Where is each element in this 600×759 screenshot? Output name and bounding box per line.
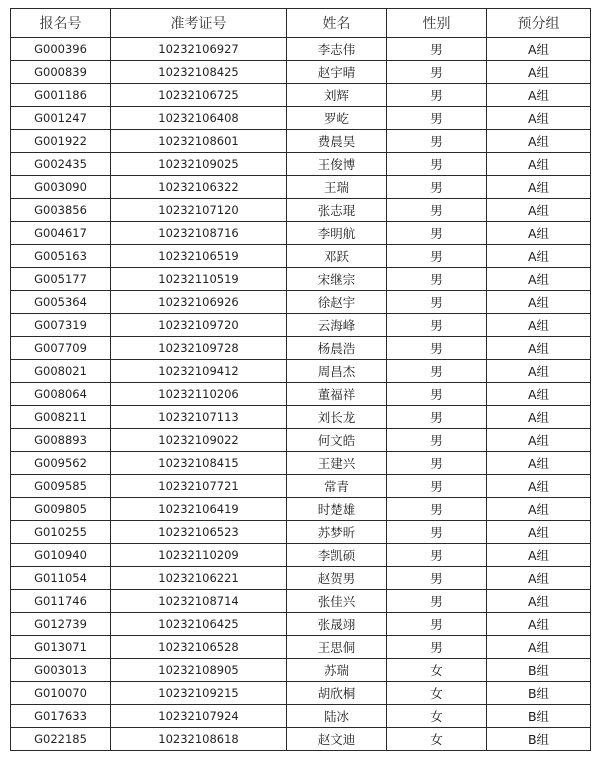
registration-number-cell: G009562 xyxy=(11,452,111,475)
table-row xyxy=(11,153,591,176)
gender-cell: 男 xyxy=(387,383,487,406)
registration-number-cell: G022185 xyxy=(11,728,111,751)
admission-ticket-cell: 10232106425 xyxy=(111,613,287,636)
pre-group-cell: B组 xyxy=(487,659,591,682)
admission-ticket-cell: 10232106221 xyxy=(111,567,287,590)
table-row xyxy=(11,567,591,590)
pre-group-cell: A组 xyxy=(487,176,591,199)
pre-group-cell: B组 xyxy=(487,705,591,728)
table-row xyxy=(11,268,591,291)
table-row xyxy=(11,682,591,705)
admission-ticket-cell: 10232107924 xyxy=(111,705,287,728)
pre-group-cell: A组 xyxy=(487,636,591,659)
name-cell: 周昌杰 xyxy=(287,360,387,383)
table-row xyxy=(11,475,591,498)
pre-group-cell: A组 xyxy=(487,590,591,613)
gender-cell: 男 xyxy=(387,222,487,245)
table-body xyxy=(11,38,591,751)
gender-cell: 男 xyxy=(387,590,487,613)
name-cell: 常青 xyxy=(287,475,387,498)
name-cell: 赵宇晴 xyxy=(287,61,387,84)
name-cell: 李明航 xyxy=(287,222,387,245)
table-row xyxy=(11,452,591,475)
name-cell: 罗屹 xyxy=(287,107,387,130)
pre-group-cell: A组 xyxy=(487,153,591,176)
header-row xyxy=(11,9,591,38)
admission-ticket-cell: 10232110206 xyxy=(111,383,287,406)
registration-number-cell: G005177 xyxy=(11,268,111,291)
admission-ticket-cell: 10232106419 xyxy=(111,498,287,521)
admission-ticket-cell: 10232108601 xyxy=(111,130,287,153)
name-cell: 赵文迪 xyxy=(287,728,387,751)
pre-group-cell: A组 xyxy=(487,429,591,452)
gender-cell: 男 xyxy=(387,314,487,337)
table-row xyxy=(11,728,591,751)
registration-number-cell: G003856 xyxy=(11,199,111,222)
registration-number-cell: G013071 xyxy=(11,636,111,659)
name-cell: 苏梦昕 xyxy=(287,521,387,544)
admission-ticket-cell: 10232107120 xyxy=(111,199,287,222)
registration-number-cell: G000839 xyxy=(11,61,111,84)
gender-cell: 男 xyxy=(387,245,487,268)
admission-ticket-cell: 10232108425 xyxy=(111,61,287,84)
registration-number-cell: G017633 xyxy=(11,705,111,728)
gender-cell: 男 xyxy=(387,521,487,544)
gender-cell: 男 xyxy=(387,636,487,659)
roster-sheet xyxy=(10,8,590,751)
table-row xyxy=(11,498,591,521)
pre-group-cell: A组 xyxy=(487,84,591,107)
table-row xyxy=(11,705,591,728)
admission-ticket-cell: 10232109022 xyxy=(111,429,287,452)
name-cell: 邓跃 xyxy=(287,245,387,268)
admission-ticket-cell: 10232109025 xyxy=(111,153,287,176)
table-row xyxy=(11,659,591,682)
name-cell: 董福祥 xyxy=(287,383,387,406)
table-row xyxy=(11,38,591,61)
gender-cell: 男 xyxy=(387,567,487,590)
roster-table xyxy=(10,8,591,751)
gender-cell: 女 xyxy=(387,682,487,705)
name-cell: 王瑞 xyxy=(287,176,387,199)
admission-ticket-cell: 10232106523 xyxy=(111,521,287,544)
table-row xyxy=(11,245,591,268)
table-row xyxy=(11,613,591,636)
admission-ticket-cell: 10232108618 xyxy=(111,728,287,751)
admission-ticket-cell: 10232109412 xyxy=(111,360,287,383)
gender-cell: 男 xyxy=(387,107,487,130)
name-cell: 张晟翊 xyxy=(287,613,387,636)
name-cell: 李志伟 xyxy=(287,38,387,61)
admission-ticket-cell: 10232106322 xyxy=(111,176,287,199)
gender-cell: 男 xyxy=(387,130,487,153)
name-cell: 王思侗 xyxy=(287,636,387,659)
gender-cell: 男 xyxy=(387,406,487,429)
pre-group-cell: A组 xyxy=(487,452,591,475)
table-row xyxy=(11,521,591,544)
table-row xyxy=(11,176,591,199)
pre-group-cell: A组 xyxy=(487,245,591,268)
pre-group-cell: A组 xyxy=(487,337,591,360)
registration-number-cell: G011054 xyxy=(11,567,111,590)
gender-cell: 男 xyxy=(387,475,487,498)
gender-cell: 男 xyxy=(387,544,487,567)
name-cell: 刘长龙 xyxy=(287,406,387,429)
pre-group-cell: A组 xyxy=(487,544,591,567)
pre-group-cell: A组 xyxy=(487,498,591,521)
registration-number-cell: G010070 xyxy=(11,682,111,705)
table-row xyxy=(11,130,591,153)
name-cell: 杨晨浩 xyxy=(287,337,387,360)
gender-cell: 男 xyxy=(387,429,487,452)
admission-ticket-cell: 10232106725 xyxy=(111,84,287,107)
name-cell: 李凯硕 xyxy=(287,544,387,567)
registration-number-cell: G003090 xyxy=(11,176,111,199)
admission-ticket-cell: 10232107113 xyxy=(111,406,287,429)
gender-cell: 女 xyxy=(387,705,487,728)
name-cell: 张志琨 xyxy=(287,199,387,222)
pre-group-cell: A组 xyxy=(487,291,591,314)
name-cell: 王俊博 xyxy=(287,153,387,176)
name-cell: 王建兴 xyxy=(287,452,387,475)
table-row xyxy=(11,84,591,107)
admission-ticket-cell: 10232106528 xyxy=(111,636,287,659)
registration-number-cell: G001922 xyxy=(11,130,111,153)
table-row xyxy=(11,406,591,429)
name-cell: 赵贺男 xyxy=(287,567,387,590)
table-header xyxy=(11,9,591,38)
gender-cell: 男 xyxy=(387,268,487,291)
header-admission-ticket-number: 准考证号 xyxy=(111,9,287,38)
registration-number-cell: G008064 xyxy=(11,383,111,406)
gender-cell: 男 xyxy=(387,291,487,314)
pre-group-cell: B组 xyxy=(487,682,591,705)
admission-ticket-cell: 10232110209 xyxy=(111,544,287,567)
admission-ticket-cell: 10232110519 xyxy=(111,268,287,291)
admission-ticket-cell: 10232106408 xyxy=(111,107,287,130)
table-row xyxy=(11,107,591,130)
gender-cell: 男 xyxy=(387,153,487,176)
pre-group-cell: A组 xyxy=(487,222,591,245)
pre-group-cell: A组 xyxy=(487,383,591,406)
table-row xyxy=(11,636,591,659)
registration-number-cell: G012739 xyxy=(11,613,111,636)
pre-group-cell: A组 xyxy=(487,38,591,61)
table-row xyxy=(11,61,591,84)
admission-ticket-cell: 10232108905 xyxy=(111,659,287,682)
registration-number-cell: G003013 xyxy=(11,659,111,682)
gender-cell: 男 xyxy=(387,452,487,475)
admission-ticket-cell: 10232106519 xyxy=(111,245,287,268)
name-cell: 苏瑞 xyxy=(287,659,387,682)
gender-cell: 男 xyxy=(387,360,487,383)
pre-group-cell: A组 xyxy=(487,314,591,337)
table-row xyxy=(11,360,591,383)
pre-group-cell: A组 xyxy=(487,199,591,222)
name-cell: 何文皓 xyxy=(287,429,387,452)
registration-number-cell: G007319 xyxy=(11,314,111,337)
header-name: 姓名 xyxy=(287,9,387,38)
table-row xyxy=(11,199,591,222)
registration-number-cell: G010940 xyxy=(11,544,111,567)
registration-number-cell: G007709 xyxy=(11,337,111,360)
pre-group-cell: B组 xyxy=(487,728,591,751)
gender-cell: 男 xyxy=(387,498,487,521)
admission-ticket-cell: 10232107721 xyxy=(111,475,287,498)
registration-number-cell: G001247 xyxy=(11,107,111,130)
table-row xyxy=(11,590,591,613)
table-row xyxy=(11,337,591,360)
gender-cell: 男 xyxy=(387,61,487,84)
registration-number-cell: G008021 xyxy=(11,360,111,383)
name-cell: 张佳兴 xyxy=(287,590,387,613)
registration-number-cell: G002435 xyxy=(11,153,111,176)
pre-group-cell: A组 xyxy=(487,567,591,590)
admission-ticket-cell: 10232106927 xyxy=(111,38,287,61)
table-row xyxy=(11,544,591,567)
pre-group-cell: A组 xyxy=(487,360,591,383)
table-row xyxy=(11,314,591,337)
name-cell: 云海峰 xyxy=(287,314,387,337)
header-pre-group: 预分组 xyxy=(487,9,591,38)
registration-number-cell: G004617 xyxy=(11,222,111,245)
pre-group-cell: A组 xyxy=(487,268,591,291)
gender-cell: 男 xyxy=(387,199,487,222)
gender-cell: 女 xyxy=(387,659,487,682)
header-gender: 性别 xyxy=(387,9,487,38)
registration-number-cell: G008211 xyxy=(11,406,111,429)
registration-number-cell: G005163 xyxy=(11,245,111,268)
registration-number-cell: G009805 xyxy=(11,498,111,521)
name-cell: 宋继宗 xyxy=(287,268,387,291)
admission-ticket-cell: 10232109720 xyxy=(111,314,287,337)
registration-number-cell: G010255 xyxy=(11,521,111,544)
name-cell: 时楚雄 xyxy=(287,498,387,521)
pre-group-cell: A组 xyxy=(487,61,591,84)
table-row xyxy=(11,429,591,452)
table-row xyxy=(11,291,591,314)
admission-ticket-cell: 10232108415 xyxy=(111,452,287,475)
registration-number-cell: G008893 xyxy=(11,429,111,452)
name-cell: 费晨昊 xyxy=(287,130,387,153)
name-cell: 刘辉 xyxy=(287,84,387,107)
gender-cell: 男 xyxy=(387,38,487,61)
header-registration-number: 报名号 xyxy=(11,9,111,38)
pre-group-cell: A组 xyxy=(487,613,591,636)
table-row xyxy=(11,222,591,245)
name-cell: 陆冰 xyxy=(287,705,387,728)
registration-number-cell: G011746 xyxy=(11,590,111,613)
name-cell: 徐赵宇 xyxy=(287,291,387,314)
table-row xyxy=(11,383,591,406)
registration-number-cell: G000396 xyxy=(11,38,111,61)
admission-ticket-cell: 10232106926 xyxy=(111,291,287,314)
registration-number-cell: G009585 xyxy=(11,475,111,498)
admission-ticket-cell: 10232108714 xyxy=(111,590,287,613)
admission-ticket-cell: 10232109215 xyxy=(111,682,287,705)
name-cell: 胡欣桐 xyxy=(287,682,387,705)
admission-ticket-cell: 10232109728 xyxy=(111,337,287,360)
gender-cell: 女 xyxy=(387,728,487,751)
pre-group-cell: A组 xyxy=(487,521,591,544)
gender-cell: 男 xyxy=(387,84,487,107)
pre-group-cell: A组 xyxy=(487,130,591,153)
pre-group-cell: A组 xyxy=(487,107,591,130)
pre-group-cell: A组 xyxy=(487,475,591,498)
pre-group-cell: A组 xyxy=(487,406,591,429)
gender-cell: 男 xyxy=(387,176,487,199)
registration-number-cell: G005364 xyxy=(11,291,111,314)
admission-ticket-cell: 10232108716 xyxy=(111,222,287,245)
gender-cell: 男 xyxy=(387,613,487,636)
registration-number-cell: G001186 xyxy=(11,84,111,107)
gender-cell: 男 xyxy=(387,337,487,360)
